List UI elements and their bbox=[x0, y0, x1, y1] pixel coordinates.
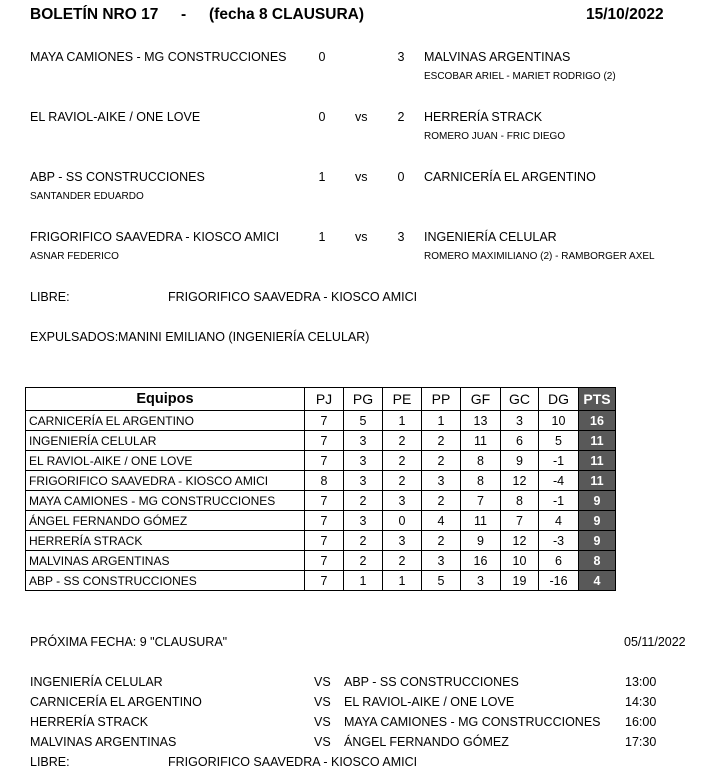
standings-cell-pg: 2 bbox=[344, 491, 383, 511]
standings-cell-gc: 6 bbox=[501, 431, 539, 451]
match-away-team: HERRERÍA STRACK bbox=[424, 110, 543, 124]
standings-cell-pj: 7 bbox=[305, 511, 344, 531]
table-row bbox=[26, 411, 616, 431]
standings-cell-gf: 11 bbox=[461, 431, 501, 451]
standings-cell-pp: 2 bbox=[422, 451, 461, 471]
table-row bbox=[26, 571, 616, 591]
table-row bbox=[26, 451, 616, 471]
expulsados-text: MANINI EMILIANO (INGENIERÍA CELULAR) bbox=[118, 330, 370, 344]
standings-cell-pts: 4 bbox=[579, 571, 616, 591]
fixture-away: ÁNGEL FERNANDO GÓMEZ bbox=[344, 735, 509, 749]
standings-cell-pts: 16 bbox=[579, 411, 616, 431]
next-round-date: 05/11/2022 bbox=[624, 635, 686, 649]
standings-cell-dg: 6 bbox=[539, 551, 579, 571]
match-vs: vs bbox=[355, 110, 368, 124]
standings-cell-gc: 9 bbox=[501, 451, 539, 471]
standings-cell-dg: 10 bbox=[539, 411, 579, 431]
standings-cell-gf: 9 bbox=[461, 531, 501, 551]
standings-cell-pts: 9 bbox=[579, 491, 616, 511]
fixture-time: 16:00 bbox=[625, 715, 657, 729]
match-vs: vs bbox=[355, 230, 368, 244]
fixture-vs: VS bbox=[314, 715, 331, 729]
standings-table bbox=[25, 387, 616, 591]
standings-cell-pj: 7 bbox=[305, 531, 344, 551]
match-away-team: MALVINAS ARGENTINAS bbox=[424, 50, 571, 64]
standings-cell-pg: 3 bbox=[344, 431, 383, 451]
column-header: GF bbox=[461, 388, 501, 411]
match-home-team: FRIGORIFICO SAAVEDRA - KIOSCO AMICI bbox=[30, 230, 280, 244]
standings-cell-pp: 3 bbox=[422, 551, 461, 571]
standings-cell-dg: -1 bbox=[539, 491, 579, 511]
standings-cell-team: ÁNGEL FERNANDO GÓMEZ bbox=[26, 511, 305, 531]
table-row bbox=[26, 551, 616, 571]
standings-cell-gf: 13 bbox=[461, 411, 501, 431]
fixture-vs: VS bbox=[314, 695, 331, 709]
standings-cell-pe: 2 bbox=[383, 471, 422, 491]
standings-cell-team: MAYA CAMIONES - MG CONSTRUCCIONES bbox=[26, 491, 305, 511]
round-label: (fecha 8 CLAUSURA) bbox=[209, 6, 365, 23]
table-row bbox=[26, 491, 616, 511]
standings-cell-dg: -1 bbox=[539, 451, 579, 471]
standings-cell-pe: 3 bbox=[383, 531, 422, 551]
standings-cell-pg: 5 bbox=[344, 411, 383, 431]
match-home-goals: 0 bbox=[318, 110, 326, 124]
standings-cell-pj: 7 bbox=[305, 451, 344, 471]
standings-cell-gc: 12 bbox=[501, 471, 539, 491]
match-away-goals: 3 bbox=[397, 50, 405, 64]
table-row bbox=[26, 511, 616, 531]
standings-cell-pts: 9 bbox=[579, 531, 616, 551]
standings-cell-pe: 1 bbox=[383, 411, 422, 431]
libre-team: FRIGORIFICO SAAVEDRA - KIOSCO AMICI bbox=[168, 290, 418, 304]
fixture-away: MAYA CAMIONES - MG CONSTRUCCIONES bbox=[344, 715, 601, 729]
standings-cell-pj: 7 bbox=[305, 411, 344, 431]
standings-cell-pp: 5 bbox=[422, 571, 461, 591]
standings-cell-pg: 3 bbox=[344, 471, 383, 491]
standings-cell-dg: 5 bbox=[539, 431, 579, 451]
match-away-scorers: ESCOBAR ARIEL - MARIET RODRIGO (2) bbox=[424, 71, 616, 82]
standings-cell-team: ABP - SS CONSTRUCCIONES bbox=[26, 571, 305, 591]
match-away-team: CARNICERÍA EL ARGENTINO bbox=[424, 170, 596, 184]
standings-cell-pts: 9 bbox=[579, 511, 616, 531]
standings-cell-gc: 3 bbox=[501, 411, 539, 431]
match-vs: vs bbox=[355, 170, 368, 184]
standings-cell-dg: -3 bbox=[539, 531, 579, 551]
standings-cell-pj: 8 bbox=[305, 471, 344, 491]
standings-cell-pts: 11 bbox=[579, 431, 616, 451]
standings-cell-pj: 7 bbox=[305, 431, 344, 451]
next-libre-label: LIBRE: bbox=[30, 755, 70, 769]
match-away-goals: 0 bbox=[397, 170, 405, 184]
standings-cell-dg: -4 bbox=[539, 471, 579, 491]
standings-cell-team: EL RAVIOL-AIKE / ONE LOVE bbox=[26, 451, 305, 471]
standings-cell-pp: 2 bbox=[422, 491, 461, 511]
standings-cell-pg: 3 bbox=[344, 511, 383, 531]
table-row bbox=[26, 471, 616, 491]
fixture-time: 14:30 bbox=[625, 695, 657, 709]
fixture-home: INGENIERÍA CELULAR bbox=[30, 675, 163, 689]
standings-cell-gc: 7 bbox=[501, 511, 539, 531]
column-header: PG bbox=[344, 388, 383, 411]
standings-cell-team: HERRERÍA STRACK bbox=[26, 531, 305, 551]
match-home-team: EL RAVIOL-AIKE / ONE LOVE bbox=[30, 110, 201, 124]
standings-cell-pp: 3 bbox=[422, 471, 461, 491]
standings-cell-pj: 7 bbox=[305, 571, 344, 591]
standings-cell-pe: 2 bbox=[383, 451, 422, 471]
standings-cell-gc: 19 bbox=[501, 571, 539, 591]
standings-cell-pj: 7 bbox=[305, 491, 344, 511]
next-round-label: PRÓXIMA FECHA: 9 "CLAUSURA" bbox=[30, 635, 228, 649]
match-home-goals: 0 bbox=[318, 50, 326, 64]
fixture-home: HERRERÍA STRACK bbox=[30, 715, 149, 729]
bulletin-number: BOLETÍN NRO 17 bbox=[30, 6, 159, 23]
column-header: PE bbox=[383, 388, 422, 411]
match-away-scorers: ROMERO JUAN - FRIC DIEGO bbox=[424, 131, 566, 142]
standings-cell-pts: 11 bbox=[579, 471, 616, 491]
standings-cell-gf: 8 bbox=[461, 451, 501, 471]
standings-header-row bbox=[26, 388, 616, 411]
column-header: Equipos bbox=[26, 388, 305, 411]
match-away-goals: 3 bbox=[397, 230, 405, 244]
match-away-goals: 2 bbox=[397, 110, 405, 124]
next-libre-team: FRIGORIFICO SAAVEDRA - KIOSCO AMICI bbox=[168, 755, 418, 769]
standings-cell-gf: 11 bbox=[461, 511, 501, 531]
standings-cell-team: CARNICERÍA EL ARGENTINO bbox=[26, 411, 305, 431]
standings-cell-pe: 2 bbox=[383, 431, 422, 451]
standings-cell-pg: 1 bbox=[344, 571, 383, 591]
standings-cell-dg: -16 bbox=[539, 571, 579, 591]
standings-cell-gf: 16 bbox=[461, 551, 501, 571]
standings-cell-dg: 4 bbox=[539, 511, 579, 531]
expulsados-label: EXPULSADOS: bbox=[30, 330, 119, 344]
standings-cell-pg: 2 bbox=[344, 531, 383, 551]
header-dash: - bbox=[181, 6, 187, 23]
standings-cell-pe: 3 bbox=[383, 491, 422, 511]
libre-label: LIBRE: bbox=[30, 290, 70, 304]
match-away-scorers: ROMERO MAXIMILIANO (2) - RAMBORGER AXEL bbox=[424, 251, 655, 262]
standings-cell-pg: 3 bbox=[344, 451, 383, 471]
standings-cell-team: FRIGORIFICO SAAVEDRA - KIOSCO AMICI bbox=[26, 471, 305, 491]
column-header: GC bbox=[501, 388, 539, 411]
standings-cell-team: MALVINAS ARGENTINAS bbox=[26, 551, 305, 571]
standings-cell-gf: 7 bbox=[461, 491, 501, 511]
standings-cell-pe: 2 bbox=[383, 551, 422, 571]
standings-cell-pg: 2 bbox=[344, 551, 383, 571]
fixture-vs: VS bbox=[314, 735, 331, 749]
fixture-home: CARNICERÍA EL ARGENTINO bbox=[30, 695, 202, 709]
standings-cell-gc: 12 bbox=[501, 531, 539, 551]
column-header: PJ bbox=[305, 388, 344, 411]
match-home-goals: 1 bbox=[318, 170, 326, 184]
table-row bbox=[26, 531, 616, 551]
standings-cell-team: INGENIERÍA CELULAR bbox=[26, 431, 305, 451]
fixture-time: 13:00 bbox=[625, 675, 657, 689]
standings-cell-pp: 1 bbox=[422, 411, 461, 431]
match-home-scorers: SANTANDER EDUARDO bbox=[30, 191, 144, 202]
fixture-away: ABP - SS CONSTRUCCIONES bbox=[344, 675, 519, 689]
fixture-home: MALVINAS ARGENTINAS bbox=[30, 735, 177, 749]
bulletin-date: 15/10/2022 bbox=[586, 6, 664, 23]
fixture-away: EL RAVIOL-AIKE / ONE LOVE bbox=[344, 695, 515, 709]
standings-cell-pp: 2 bbox=[422, 531, 461, 551]
standings-cell-pp: 4 bbox=[422, 511, 461, 531]
standings-cell-pj: 7 bbox=[305, 551, 344, 571]
column-header: PTS bbox=[579, 388, 616, 411]
standings-cell-gf: 8 bbox=[461, 471, 501, 491]
fixture-time: 17:30 bbox=[625, 735, 657, 749]
match-away-team: INGENIERÍA CELULAR bbox=[424, 230, 557, 244]
standings-cell-pp: 2 bbox=[422, 431, 461, 451]
fixture-vs: VS bbox=[314, 675, 331, 689]
standings-cell-gf: 3 bbox=[461, 571, 501, 591]
column-header: PP bbox=[422, 388, 461, 411]
standings-cell-gc: 8 bbox=[501, 491, 539, 511]
standings-cell-gc: 10 bbox=[501, 551, 539, 571]
standings-cell-pts: 11 bbox=[579, 451, 616, 471]
column-header: DG bbox=[539, 388, 579, 411]
standings-cell-pe: 1 bbox=[383, 571, 422, 591]
match-home-goals: 1 bbox=[318, 230, 326, 244]
standings-cell-pe: 0 bbox=[383, 511, 422, 531]
table-row bbox=[26, 431, 616, 451]
match-home-team: MAYA CAMIONES - MG CONSTRUCCIONES bbox=[30, 50, 287, 64]
match-home-scorers: ASNAR FEDERICO bbox=[30, 251, 119, 262]
standings-cell-pts: 8 bbox=[579, 551, 616, 571]
match-home-team: ABP - SS CONSTRUCCIONES bbox=[30, 170, 205, 184]
